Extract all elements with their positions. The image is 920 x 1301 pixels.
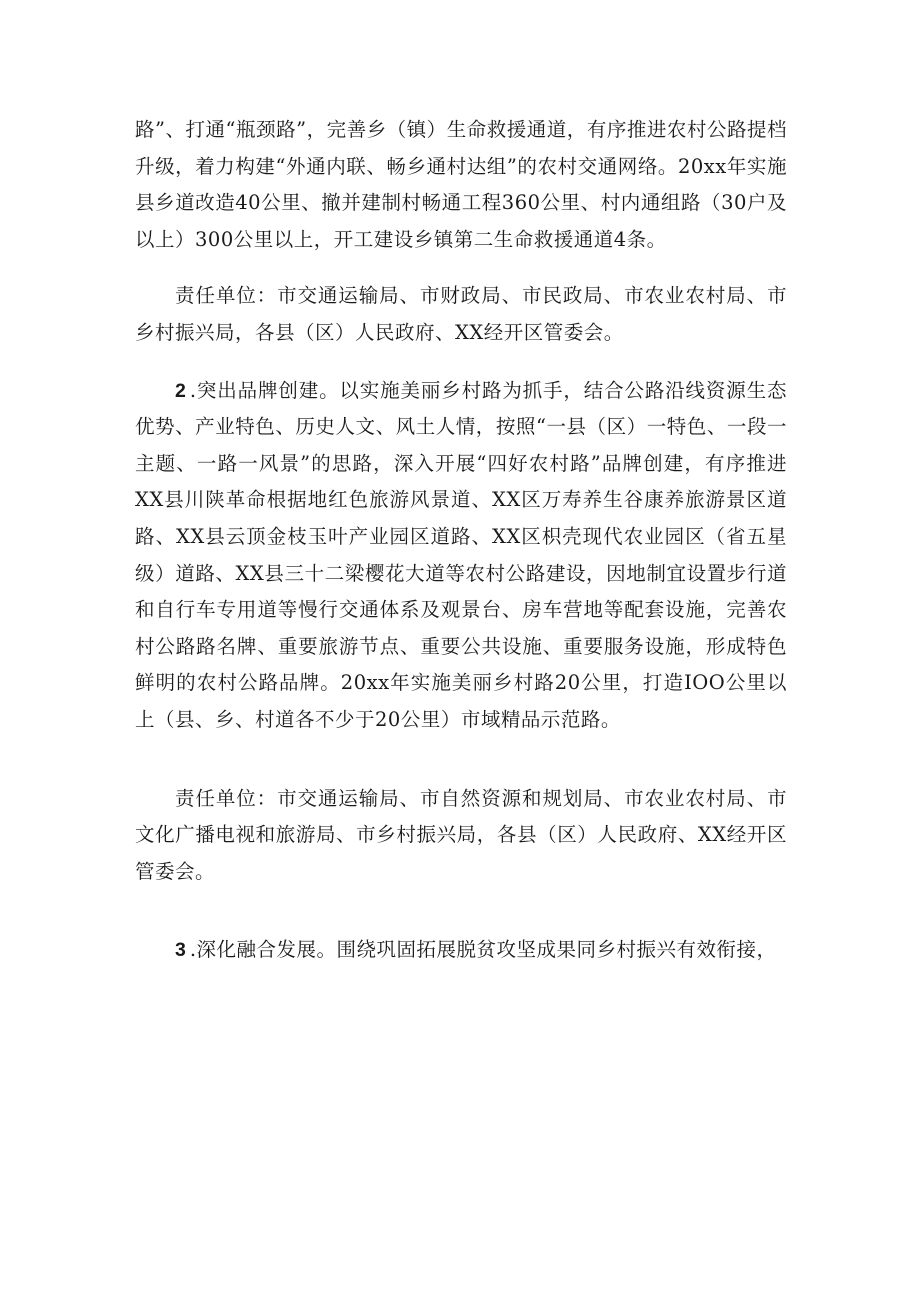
item-number-3: 3 bbox=[175, 939, 186, 962]
paragraph-responsible-units-1: 责任单位：市交通运输局、市财政局、市民政局、市农业农村局、市乡村振兴局，各县（区）人民政府、XX经开区管委会。 bbox=[135, 284, 787, 344]
paragraph-integration-development bbox=[135, 932, 787, 969]
paragraph-brand-creation bbox=[135, 373, 787, 739]
paragraph-integration-text: .深化融合发展。围绕巩固拓展脱贫攻坚成果同乡村振兴有效衔接， bbox=[189, 938, 777, 962]
paragraph-road-upgrade: 路”、打通“瓶颈路”，完善乡（镇）生命救援通道，有序推进农村公路提档升级，着力构建“外通内联、畅乡通村达组”的农村交通网络。20xx年实施县乡道改造40公里、撤并建制村畅通工程360公里、村内通组路（30户及以上）300公里以上，开工建设乡镇第二生命救援通道4条。 bbox=[135, 118, 787, 251]
paragraph-brand-creation-text: .突出品牌创建。以实施美丽乡村路为抓手，结合公路沿线资源生态优势、产业特色、历史人文、风土人情，按照“一县（区）一特色、一段一主题、一路一风景”的思路，深入开展“四好农村路”品牌创建，有序推进XX县川陕革命根据地红色旅游风景道、XX区万寿养生谷康养旅游景区道路、XX县云顶金枝玉叶产业园区道路、XX区枳壳现代农业园区（省五星级）道路、XX县三十二梁樱花大道等农村公路建设，因地制宜设置步行道和自行车专用道等慢行交通体系及观景台、房车营地等配套设施，完善农村公路路名牌、重要旅游节点、重要公共设施、重要服务设施，形成特色鲜明的农村公路品牌。20xx年实施美丽乡村路20公里，打造IOO公里以上（县、乡、村道各不少于20公里）市域精品示范路。 bbox=[135, 378, 787, 731]
item-number-2: 2 bbox=[175, 379, 186, 402]
document-body bbox=[135, 112, 787, 969]
paragraph-responsible-units-2: 责任单位：市交通运输局、市自然资源和规划局、市农业农村局、市文化广播电视和旅游局、市乡村振兴局，各县（区）人民政府、XX经开区管委会。 bbox=[135, 786, 787, 883]
